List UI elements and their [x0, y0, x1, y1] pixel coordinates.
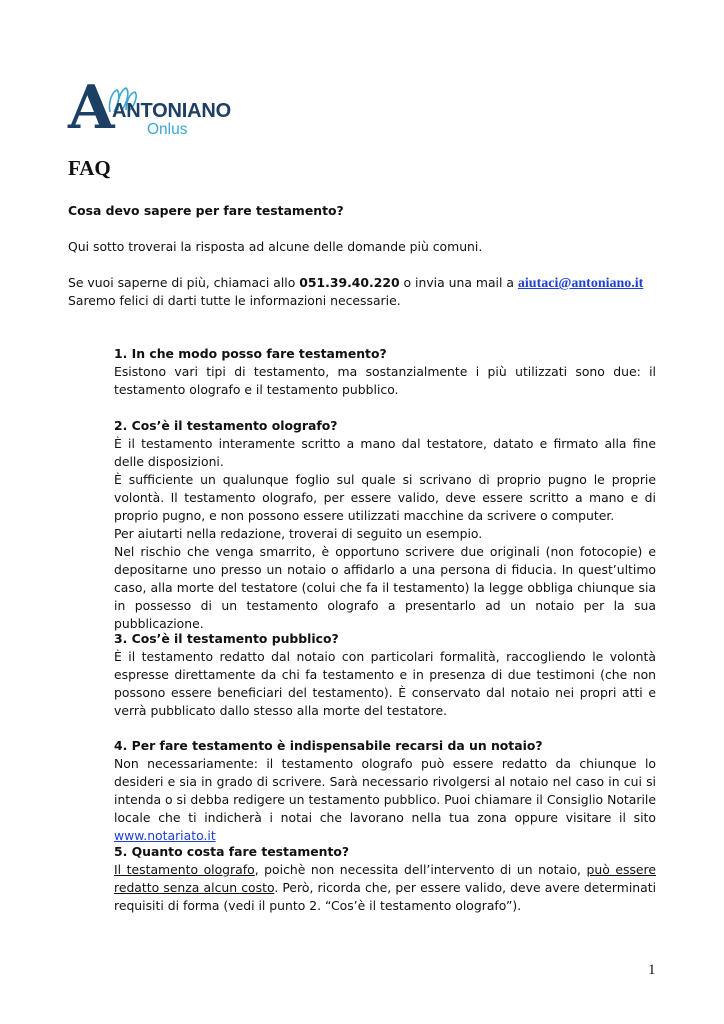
q5-underlined-1: Il testamento olografo [114, 862, 255, 877]
q3-body: È il testamento redatto dal notaio con particolari formalità, raccogliendo le volontà espresse direttamente da chi fa testamento e in presenza di due testimoni (che non possono essere beneficiari del testamento). È conservato dal notaio nei propri atti e verrà pubblicato dallo stesso alla morte del testatore. [114, 649, 656, 718]
q2-paragraph-2: È sufficiente un qualunque foglio sul quale si scrivano di proprio pugno le proprie volontà. Il testamento olografo, per essere valido, deve essere scritto a mano e di proprio pugno, e non possono essere utilizzati macchine da scrivere o computer. [114, 472, 656, 523]
logo-letter: A [68, 73, 115, 143]
phone-number: 051.39.40.220 [299, 275, 400, 290]
q5-body [114, 861, 656, 915]
logo-name: ANTONIANO [112, 100, 231, 122]
intro-line: Qui sotto troverai la risposta ad alcune delle domande più comuni. [68, 239, 483, 254]
q4-body [114, 755, 656, 845]
q2-heading: 2. Cos’è il testamento olografo? [114, 418, 338, 433]
q5-text-2: . Però, ricorda che, per essere valido, deve avere determinati requisiti di forma (vedi il punto 2. “Cos’è il testamento olografo”). [114, 879, 657, 913]
contact-paragraph [68, 274, 656, 293]
notariato-link[interactable]: www.notariato.it [114, 827, 216, 843]
q2-paragraph-3: Per aiutarti nella redazione, troverai di seguito un esempio. [114, 526, 483, 541]
q5-heading: 5. Quanto costa fare testamento? [114, 844, 350, 859]
page-title: FAQ [68, 156, 111, 180]
page-number: 1 [648, 962, 656, 978]
q5-text-1: , poichè non necessita dell’intervento di un notaio, [254, 862, 587, 877]
q3-heading: 3. Cos’è il testamento pubblico? [114, 631, 339, 646]
intro-heading: Cosa devo sapere per fare testamento? [68, 203, 344, 218]
q1-heading: 1. In che modo posso fare testamento? [114, 346, 387, 361]
contact-mid: o invia una mail a [399, 275, 518, 290]
q4-text: Non necessariamente: il testamento olografo può essere redatto da chiunque lo desideri e sia in grado di scrivere. Sarà necessario rivolgersi al notaio nel caso in cui si intenda o si debba redigere un testamento pubblico. Puoi chiamare il Consiglio Notarile locale che ti indicherà i notai che lavorano nella tua zona oppure visitare il sito [114, 756, 656, 825]
contact-pre: Se vuoi saperne di più, chiamaci allo [68, 275, 300, 290]
q2-paragraph-1: È il testamento interamente scritto a mano dal testatore, datato e firmato alla fine delle disposizioni. [114, 436, 656, 469]
email-link[interactable]: aiutaci@antoniano.it [517, 276, 644, 291]
antoniano-logo [68, 73, 278, 143]
q4-heading: 4. Per fare testamento è indispensabile recarsi da un notaio? [114, 738, 543, 753]
contact-closing: Saremo felici di darti tutte le informazioni necessarie. [68, 293, 401, 308]
logo-subtitle: Onlus [147, 121, 188, 138]
q2-paragraph-4: Nel rischio che venga smarrito, è opportuno scrivere due originali (non fotocopie) e depositarne uno presso un notaio o affidarlo a una persona di fiducia. In quest’ultimo caso, alla morte del testatore (colui che fa il testamento) la legge obbliga chiunque sia in possesso di un testamento olografo a presentarlo ad un notaio per la sua pubblicazione. [114, 544, 656, 631]
q1-body: Esistono vari tipi di testamento, ma sostanzialmente i più utilizzati sono due: il testamento olografo e il testamento pubblico. [114, 364, 656, 397]
q5-underlined-2: può essere redatto senza alcun costo [114, 862, 657, 895]
